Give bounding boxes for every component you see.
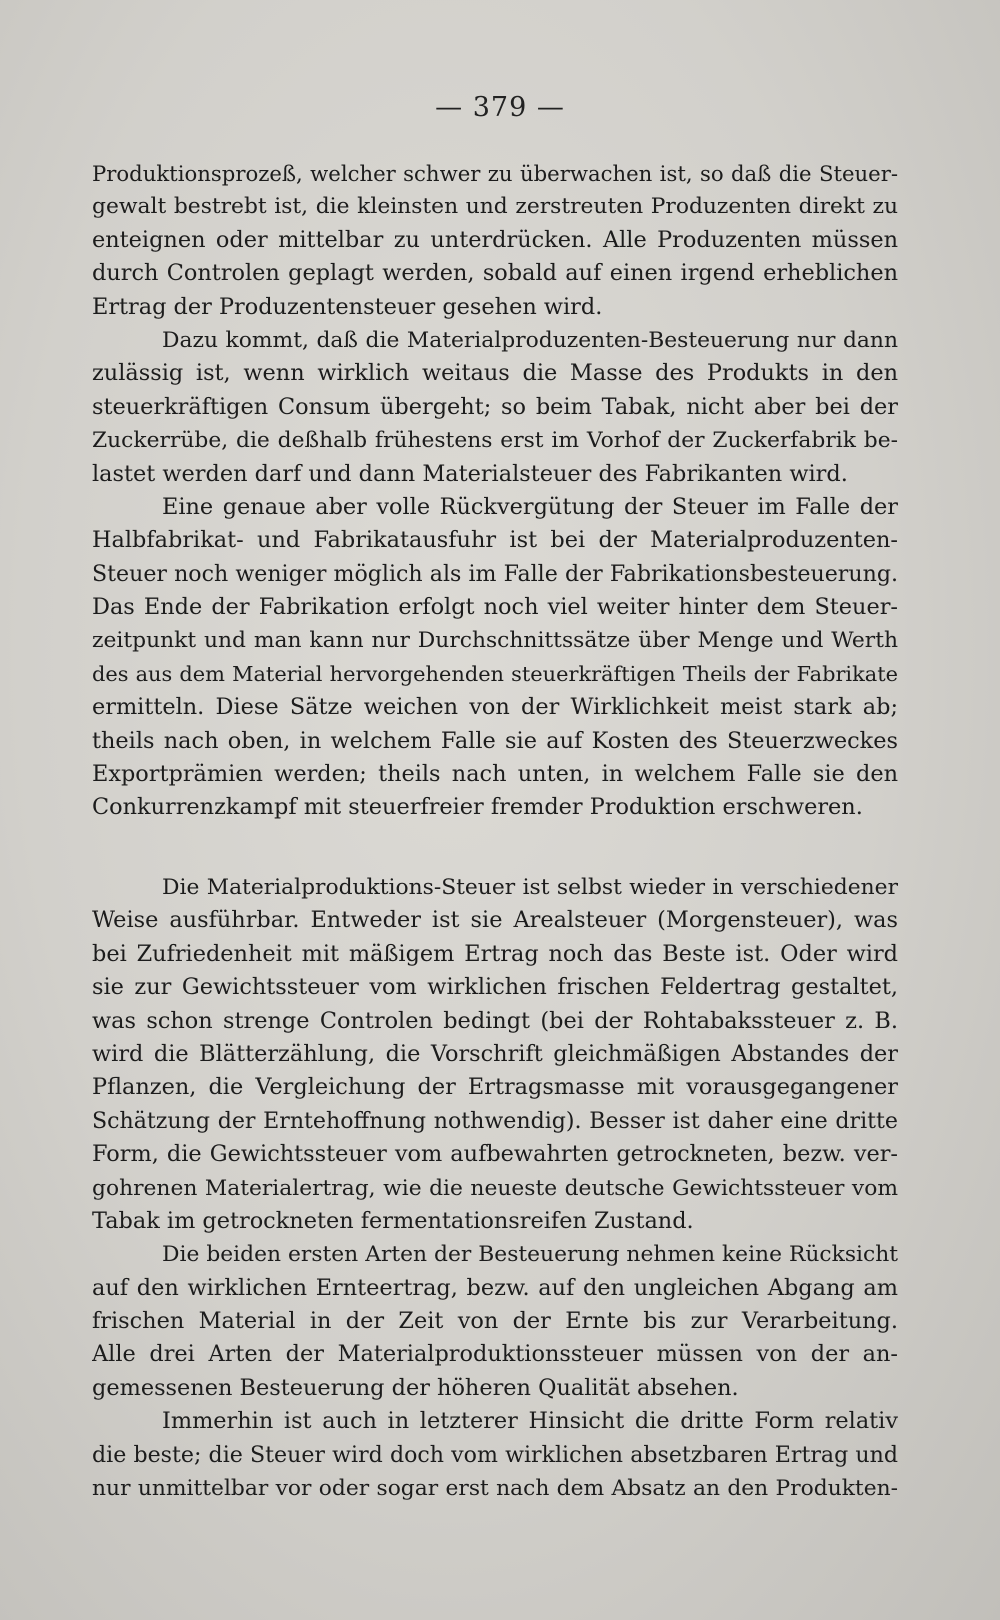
text-line: theils nach oben, in welchem Falle sie auf Kosten des Steuerzweckes [92,727,898,754]
text-line: Schätzung der Erntehoffnung nothwendig). Besser ist daher eine dritte [92,1107,898,1134]
text-line: enteignen oder mittelbar zu unterdrücken. Alle Produzenten müssen [92,226,898,253]
text-line: Dazu kommt, daß die Materialproduzenten-Besteuerung nur dann [162,327,898,353]
text-line: Eine genaue aber volle Rückvergütung der Steuer im Falle der [162,493,898,520]
text-line: gohrenen Materialertrag, wie die neueste deutsche Gewichtssteuer vom [92,1175,898,1201]
text-line: Zuckerrübe, die deßhalb frühestens erst im Vorhof der Zuckerfabrik be- [92,428,898,454]
text-line: Exportprämien werden; theils nach unten, in welchem Falle sie den [92,761,898,788]
text-line: Pflanzen, die Vergleichung der Ertragsmasse mit vorausgegangener [92,1074,898,1101]
text-line: Steuer noch weniger möglich als im Falle der Fabrikationsbesteuerung. [92,560,898,587]
text-line: frischen Material in der Zeit von der Ernte bis zur Verarbeitung. [92,1308,898,1335]
text-line: wird die Blätterzählung, die Vorschrift gleichmäßigen Abstandes der [92,1040,898,1067]
text-line: gemessenen Besteuerung der höheren Qualität absehen. [92,1374,739,1401]
text-line: zeitpunkt und man kann nur Durchschnittssätze über Menge und Werth [92,628,898,654]
text-line: Das Ende der Fabrikation erfolgt noch viel weiter hinter dem Steuer- [92,594,898,621]
text-line: des aus dem Material hervorgehenden steuerkräftigen Theils der Fabrikate [92,661,898,686]
text-line: Form, die Gewichtssteuer vom aufbewahrten getrockneten, bezw. ver- [92,1141,898,1168]
text-line: Die Materialproduktions-Steuer ist selbst wieder in verschiedener [162,875,898,900]
text-line: was schon strenge Controlen bedingt (bei der Rohtabakssteuer z. B. [92,1007,898,1034]
text-line: auf den wirklichen Ernteertrag, bezw. auf den ungleichen Abgang am [92,1274,898,1301]
text-line: Weise ausführbar. Entweder ist sie Arealsteuer (Morgensteuer), was [92,907,898,934]
text-line: Tabak im getrockneten fermentationsreifen Zustand. [92,1207,694,1234]
text-line: Die beiden ersten Arten der Besteuerung nehmen keine Rücksicht [162,1242,898,1268]
text-line: nur unmittelbar vor oder sogar erst nach dem Absatz an den Produkten- [92,1476,898,1502]
text-line: steuerkräftigen Consum übergeht; so beim Tabak, nicht aber bei der [92,393,898,420]
page-number: — 379 — [435,92,565,123]
text-line: lastet werden darf und dann Materialsteuer des Fabrikanten wird. [92,460,848,487]
text-line: zulässig ist, wenn wirklich weitaus die Masse des Produkts in den [92,360,898,387]
text-line: ermitteln. Diese Sätze weichen von der Wirklichkeit meist stark ab; [92,694,898,721]
text-line: sie zur Gewichtssteuer vom wirklichen frischen Feldertrag gestaltet, [92,974,898,1001]
text-line: bei Zufriedenheit mit mäßigem Ertrag noch das Beste ist. Oder wird [92,940,898,967]
text-line: durch Controlen geplagt werden, sobald auf einen irgend erheblichen [92,260,898,287]
text-line: Produktionsprozeß, welcher schwer zu überwachen ist, so daß die Steuer- [92,161,898,186]
text-block-lower [92,871,898,1505]
text-block-upper [92,157,898,825]
text-line: Ertrag der Produzentensteuer gesehen wird. [92,293,603,320]
text-line: die beste; die Steuer wird doch vom wirklichen absetzbaren Ertrag und [92,1441,898,1468]
text-line: Immerhin ist auch in letzterer Hinsicht die dritte Form relativ [162,1408,898,1435]
text-line: Alle drei Arten der Materialproduktionssteuer müssen von der an- [92,1341,898,1368]
text-line: Conkurrenzkampf mit steuerfreier fremder Produktion erschweren. [92,794,863,821]
text-line: Halbfabrikat- und Fabrikatausfuhr ist bei der Materialproduzenten- [92,527,898,554]
text-line: gewalt bestrebt ist, die kleinsten und zerstreuten Produzenten direkt zu [92,194,898,220]
